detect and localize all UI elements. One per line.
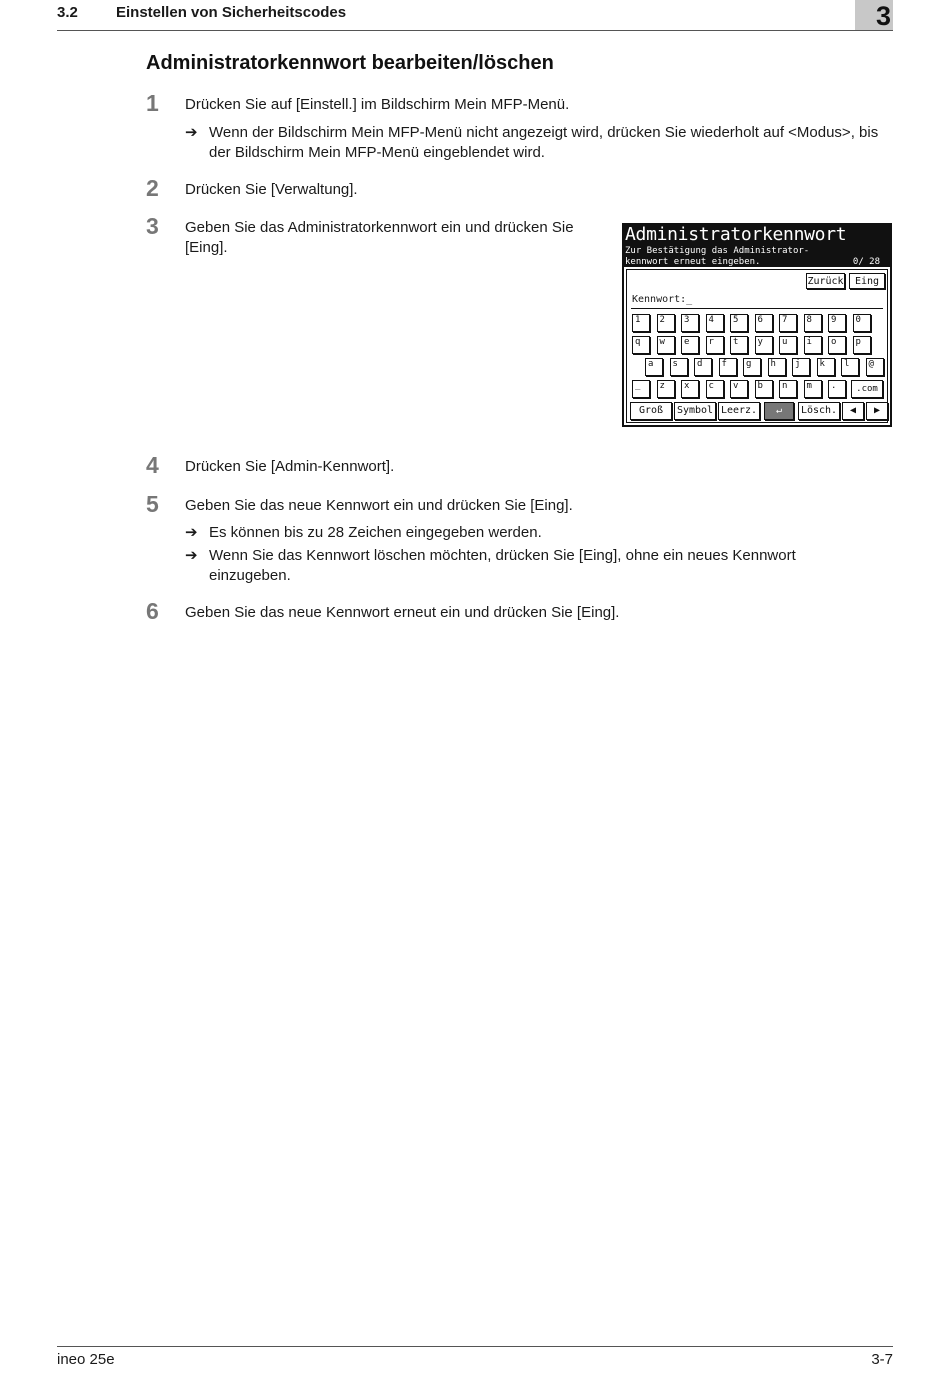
- step-number: 2: [146, 175, 159, 201]
- password-field[interactable]: Kennwort:_: [632, 294, 693, 305]
- chapter-number: 3: [875, 1, 891, 31]
- key-1-8[interactable]: o: [828, 336, 846, 354]
- key-3-3[interactable]: c: [706, 380, 724, 398]
- product-name: ineo 25e: [57, 1351, 115, 1368]
- note-text: Wenn der Bildschirm Mein MFP-Menü nicht angezeigt wird, drücken Sie wiederholt auf <Modus>, bis der Bildschirm Mein MFP-Menü eingeblendet wird.: [209, 124, 879, 161]
- step-text: Drücken Sie [Verwaltung].: [185, 181, 358, 198]
- key-3-1[interactable]: z: [657, 380, 675, 398]
- page-header: [57, 0, 893, 31]
- key-3-5[interactable]: b: [755, 380, 773, 398]
- cursor-right-key[interactable]: ▶: [866, 402, 888, 420]
- key-3-6[interactable]: n: [779, 380, 797, 398]
- back-button[interactable]: Zurück: [806, 273, 845, 289]
- cursor-left-key[interactable]: ◀: [842, 402, 864, 420]
- key-2-8[interactable]: l: [841, 358, 859, 376]
- step-text: Geben Sie das Administratorkennwort ein und drücken Sie [Eing].: [185, 219, 574, 256]
- enter-button[interactable]: Eing: [849, 273, 885, 289]
- step-number: 6: [146, 598, 159, 624]
- key-0-9[interactable]: 0: [853, 314, 871, 332]
- section-number: 3.2: [57, 4, 78, 21]
- key-3-4[interactable]: v: [730, 380, 748, 398]
- delete-key[interactable]: Lösch.: [798, 402, 840, 420]
- screen-subtitle-line2: kennwort erneut eingeben.: [625, 257, 761, 267]
- step-text: Drücken Sie [Admin-Kennwort].: [185, 458, 395, 475]
- key-2-1[interactable]: s: [670, 358, 688, 376]
- note-text: Wenn Sie das Kennwort löschen möchten, drücken Sie [Eing], ohne ein neues Kennwort einzugeben.: [209, 547, 796, 584]
- arrow-icon: ➔: [185, 524, 198, 541]
- page-footer: [57, 1346, 893, 1368]
- key-2-4[interactable]: g: [743, 358, 761, 376]
- key-1-1[interactable]: w: [657, 336, 675, 354]
- shift-key[interactable]: Groß: [630, 402, 672, 420]
- note-text: Es können bis zu 28 Zeichen eingegeben werden.: [209, 524, 542, 541]
- key-0-2[interactable]: 3: [681, 314, 699, 332]
- chapter-tab: [855, 0, 893, 30]
- dotcom-key[interactable]: .com: [851, 380, 883, 398]
- return-key[interactable]: ↵: [764, 402, 794, 420]
- key-2-3[interactable]: f: [719, 358, 737, 376]
- key-1-5[interactable]: y: [755, 336, 773, 354]
- key-3-0[interactable]: _: [632, 380, 650, 398]
- step-number: 4: [146, 452, 159, 478]
- key-1-4[interactable]: t: [730, 336, 748, 354]
- key-2-0[interactable]: a: [645, 358, 663, 376]
- page-title: Administratorkennwort bearbeiten/löschen: [146, 52, 554, 74]
- key-3-7[interactable]: m: [804, 380, 822, 398]
- key-2-7[interactable]: k: [817, 358, 835, 376]
- step-text: Geben Sie das neue Kennwort erneut ein und drücken Sie [Eing].: [185, 604, 620, 621]
- key-0-5[interactable]: 6: [755, 314, 773, 332]
- key-2-5[interactable]: h: [768, 358, 786, 376]
- step-text: Drücken Sie auf [Einstell.] im Bildschirm Mein MFP-Menü.: [185, 96, 570, 113]
- space-key[interactable]: Leerz.: [718, 402, 760, 420]
- step-text: Geben Sie das neue Kennwort ein und drücken Sie [Eing].: [185, 497, 573, 514]
- screen-subtitle-line1: Zur Bestätigung das Administrator-: [625, 246, 810, 256]
- char-counter: 0/ 28: [852, 257, 880, 267]
- key-1-2[interactable]: e: [681, 336, 699, 354]
- key-0-6[interactable]: 7: [779, 314, 797, 332]
- key-1-9[interactable]: p: [853, 336, 871, 354]
- keyboard-panel: [626, 269, 888, 423]
- key-1-7[interactable]: i: [804, 336, 822, 354]
- key-2-9[interactable]: @: [866, 358, 884, 376]
- key-0-3[interactable]: 4: [706, 314, 724, 332]
- key-2-2[interactable]: d: [694, 358, 712, 376]
- symbol-key[interactable]: Symbol: [674, 402, 716, 420]
- key-1-0[interactable]: q: [632, 336, 650, 354]
- key-0-0[interactable]: 1: [632, 314, 650, 332]
- key-0-7[interactable]: 8: [804, 314, 822, 332]
- page-number: 3-7: [871, 1351, 893, 1368]
- screen-title: Administratorkennwort: [625, 224, 847, 245]
- arrow-icon: ➔: [185, 124, 198, 141]
- key-0-4[interactable]: 5: [730, 314, 748, 332]
- screen-header: [624, 225, 890, 267]
- field-underline: [631, 308, 883, 309]
- step-number: 1: [146, 90, 159, 116]
- section-title: Einstellen von Sicherheitscodes: [116, 4, 347, 21]
- key-3-8[interactable]: .: [828, 380, 846, 398]
- key-0-8[interactable]: 9: [828, 314, 846, 332]
- key-1-3[interactable]: r: [706, 336, 724, 354]
- key-3-2[interactable]: x: [681, 380, 699, 398]
- step-number: 3: [146, 213, 159, 239]
- key-2-6[interactable]: j: [792, 358, 810, 376]
- step-number: 5: [146, 491, 159, 517]
- key-1-6[interactable]: u: [779, 336, 797, 354]
- arrow-icon: ➔: [185, 547, 198, 564]
- key-0-1[interactable]: 2: [657, 314, 675, 332]
- admin-password-screen: [622, 223, 892, 427]
